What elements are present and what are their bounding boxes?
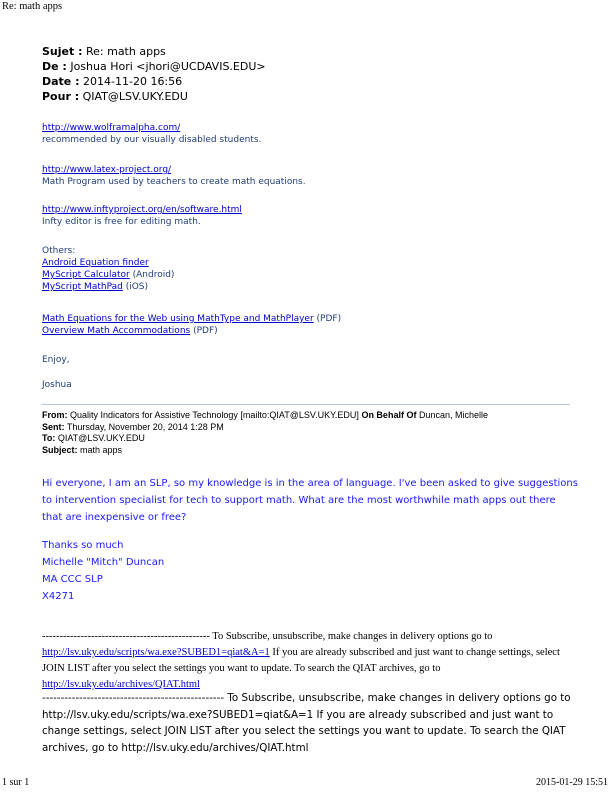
- link-description: recommended by our visually disabled students.: [42, 135, 262, 145]
- quoted-headers: [42, 410, 488, 456]
- signature-name: Joshua: [42, 380, 72, 390]
- body-line: to intervention specialist for tech to support math. What are the most worthwhile math apps out there: [42, 495, 556, 506]
- format-label: (PDF): [190, 326, 218, 336]
- closing-text: Enjoy,: [42, 355, 70, 365]
- wolframalpha-link[interactable]: http://www.wolframalpha.com/: [42, 123, 181, 133]
- inftyproject-link[interactable]: http://www.inftyproject.org/en/software.html: [42, 205, 242, 215]
- myscript-calculator-link[interactable]: MyScript Calculator: [42, 270, 130, 280]
- archives-link[interactable]: http://lsv.uky.edu/archives/QIAT.html: [42, 679, 200, 690]
- to-row: Pour : QIAT@LSV.UKY.EDU: [42, 90, 188, 103]
- from-row: De : Joshua Hori <jhori@UCDAVIS.EDU>: [42, 60, 266, 73]
- link-description: Infty editor is free for editing math.: [42, 217, 201, 227]
- from-value: Joshua Hori <jhori@UCDAVIS.EDU>: [70, 60, 266, 73]
- format-label: (PDF): [313, 314, 342, 324]
- others-list: [42, 245, 174, 293]
- link-block-infty: [42, 204, 242, 228]
- subject-value: Re: math apps: [85, 45, 166, 58]
- platform-label: (Android): [129, 270, 175, 280]
- quoted-body: [42, 475, 578, 526]
- quote-divider: [42, 404, 570, 405]
- quoted-to-row: To: QIAT@LSV.UKY.EDU: [42, 433, 145, 443]
- quoted-sent-row: Sent: Thursday, November 20, 2014 1:28 PM: [42, 421, 224, 432]
- subscribe-link[interactable]: http://lsv.uky.edu/scripts/wa.exe?SUBED1=qiat&A=1: [42, 647, 270, 658]
- link-block-wolfram: [42, 122, 261, 146]
- page-header-title: Re: math apps: [2, 1, 63, 12]
- math-equations-web-link[interactable]: Math Equations for the Web using MathType and MathPlayer: [42, 314, 314, 324]
- list-footer-sans: ------------------------------------------------- To Subscribe, unsubscribe, make changes in delivery options go to http://lsv.uky.edu/scripts/wa.exe?SUBED1=qiat&A=1 If you are already subscribed and just want to change settings, select JOIN LIST after you select the settings you want to update. To search the QIAT archives, go to http://lsv.uky.edu/archives/QIAT.html: [42, 692, 571, 754]
- subject-row: Sujet : Re: math apps: [42, 45, 166, 58]
- latex-project-link[interactable]: http://www.latex-project.org/: [42, 165, 172, 175]
- quoted-signature: [42, 537, 164, 605]
- sig-line: Michelle "Mitch" Duncan: [42, 557, 165, 568]
- to-value: QIAT@LSV.UKY.EDU: [82, 90, 188, 103]
- sig-line: Thanks so much: [42, 540, 124, 551]
- overview-math-accommodations-link[interactable]: Overview Math Accommodations: [42, 326, 191, 336]
- quoted-subject-row: Subject: math apps: [42, 444, 123, 455]
- sig-line: X4271: [42, 591, 75, 602]
- body-line: that are inexpensive or free?: [42, 512, 187, 523]
- quoted-from-row: From: Quality Indicators for Assistive Technology [mailto:QIAT@LSV.UKY.EDU] On Behalf Of Duncan, Michelle: [42, 410, 488, 420]
- body-line: Hi everyone, I am an SLP, so my knowledge is in the area of language. I've been asked to give suggestions: [42, 478, 578, 489]
- platform-label: (iOS): [122, 282, 149, 292]
- list-footer-serif: ------------------------------------------------ To Subscribe, unsubscribe, make changes in delivery options go to http://lsv.uky.edu/scripts/wa.exe?SUBED1=qiat&A=1 If you are already subscribed and just want to change settings, select JOIN LIST after you select the settings you want to update. To search the QIAT archives, go to http://lsv.uky.edu/archives/QIAT.html: [42, 631, 560, 690]
- date-value: 2014-11-20 16:56: [83, 75, 183, 88]
- sig-line: MA CCC SLP: [42, 574, 103, 585]
- page-number: 1 sur 1: [2, 777, 30, 788]
- date-row: Date : 2014-11-20 16:56: [42, 75, 183, 88]
- myscript-mathpad-link[interactable]: MyScript MathPad: [42, 282, 123, 292]
- email-headers: [42, 44, 266, 104]
- docs-list: [42, 313, 341, 337]
- android-equation-finder-link[interactable]: Android Equation finder: [42, 258, 149, 268]
- print-timestamp: 2015-01-29 15:51: [536, 777, 608, 788]
- link-block-latex: [42, 164, 306, 188]
- others-label: Others:: [42, 246, 76, 256]
- link-description: Math Program used by teachers to create math equations.: [42, 177, 306, 187]
